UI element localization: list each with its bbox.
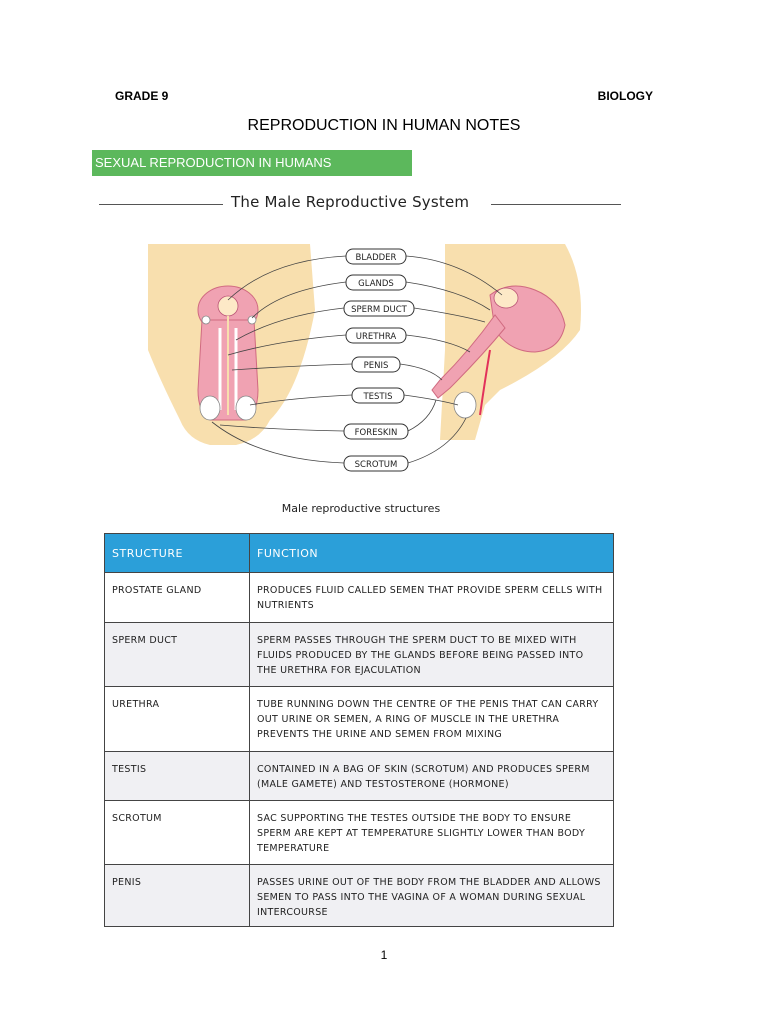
label-glands-text: GLANDS bbox=[358, 279, 394, 289]
male-reproductive-diagram bbox=[140, 240, 610, 480]
table-row bbox=[105, 573, 614, 623]
figure-caption: Male reproductive structures bbox=[281, 502, 441, 515]
figure-title-block bbox=[99, 193, 621, 215]
front-view-organs bbox=[198, 286, 258, 420]
title-rule-left bbox=[99, 204, 223, 205]
label-foreskin-text: FORESKIN bbox=[354, 428, 398, 438]
label-urethra-text: URETHRA bbox=[355, 332, 397, 342]
structure-cell: SPERM DUCT bbox=[105, 623, 250, 687]
label-testis bbox=[352, 388, 404, 403]
label-pills bbox=[344, 249, 414, 471]
structure-cell: TESTIS bbox=[105, 752, 250, 801]
table-row bbox=[105, 687, 614, 752]
subject-label: BIOLOGY bbox=[597, 89, 653, 103]
function-cell: PRODUCES FLUID CALLED SEMEN THAT PROVIDE SPERM CELLS WITH NUTRIENTS bbox=[250, 573, 614, 623]
label-bladder bbox=[346, 249, 406, 264]
label-scrotum bbox=[344, 456, 408, 471]
header-structure: STRUCTURE bbox=[105, 534, 250, 573]
function-cell: PASSES URINE OUT OF THE BODY FROM THE BLADDER AND ALLOWS SEMEN TO PASS INTO THE VAGINA OF A WOMAN DURING SEXUAL INTERCOURSE bbox=[250, 865, 614, 927]
label-bladder-text: BLADDER bbox=[355, 253, 397, 263]
label-sperm-duct-text: SPERM DUCT bbox=[351, 305, 407, 315]
structure-cell: PROSTATE GLAND bbox=[105, 573, 250, 623]
document-title: REPRODUCTION IN HUMAN NOTES bbox=[247, 117, 521, 134]
figure-title: The Male Reproductive System bbox=[231, 193, 470, 211]
function-cell: SPERM PASSES THROUGH THE SPERM DUCT TO BE MIXED WITH FLUIDS PRODUCED BY THE GLANDS BEFORE BEING PASSED INTO THE URETHRA FOR EJACULATION bbox=[250, 623, 614, 687]
table-header-row bbox=[105, 534, 614, 573]
label-sperm-duct bbox=[344, 301, 414, 316]
header-function: FUNCTION bbox=[250, 534, 614, 573]
function-cell: TUBE RUNNING DOWN THE CENTRE OF THE PENIS THAT CAN CARRY OUT URINE OR SEMEN, A RING OF MUSCLE IN THE URETHRA PREVENTS THE URINE AND SEMEN FROM MIXING bbox=[250, 687, 614, 752]
structure-function-table bbox=[104, 533, 614, 927]
function-cell: CONTAINED IN A BAG OF SKIN (SCROTUM) AND PRODUCES SPERM (MALE GAMETE) AND TESTOSTERONE (HORMONE) bbox=[250, 752, 614, 801]
table-row bbox=[105, 801, 614, 865]
function-cell: SAC SUPPORTING THE TESTES OUTSIDE THE BODY TO ENSURE SPERM ARE KEPT AT TEMPERATURE SLIGHTLY LOWER THAN BODY TEMPERATURE bbox=[250, 801, 614, 865]
label-testis-text: TESTIS bbox=[363, 392, 393, 402]
label-penis-text: PENIS bbox=[363, 361, 389, 371]
table-row bbox=[105, 865, 614, 927]
table-row bbox=[105, 752, 614, 801]
label-glands bbox=[346, 275, 406, 290]
structure-cell: URETHRA bbox=[105, 687, 250, 752]
label-foreskin bbox=[344, 424, 408, 439]
label-scrotum-text: SCROTUM bbox=[354, 460, 398, 470]
page-number: 1 bbox=[380, 948, 388, 962]
section-banner: SEXUAL REPRODUCTION IN HUMANS bbox=[92, 150, 412, 176]
structure-cell: SCROTUM bbox=[105, 801, 250, 865]
table-row bbox=[105, 623, 614, 687]
structure-cell: PENIS bbox=[105, 865, 250, 927]
label-urethra bbox=[346, 328, 406, 343]
title-rule-right bbox=[491, 204, 621, 205]
grade-label: GRADE 9 bbox=[115, 89, 169, 103]
label-penis bbox=[352, 357, 400, 372]
